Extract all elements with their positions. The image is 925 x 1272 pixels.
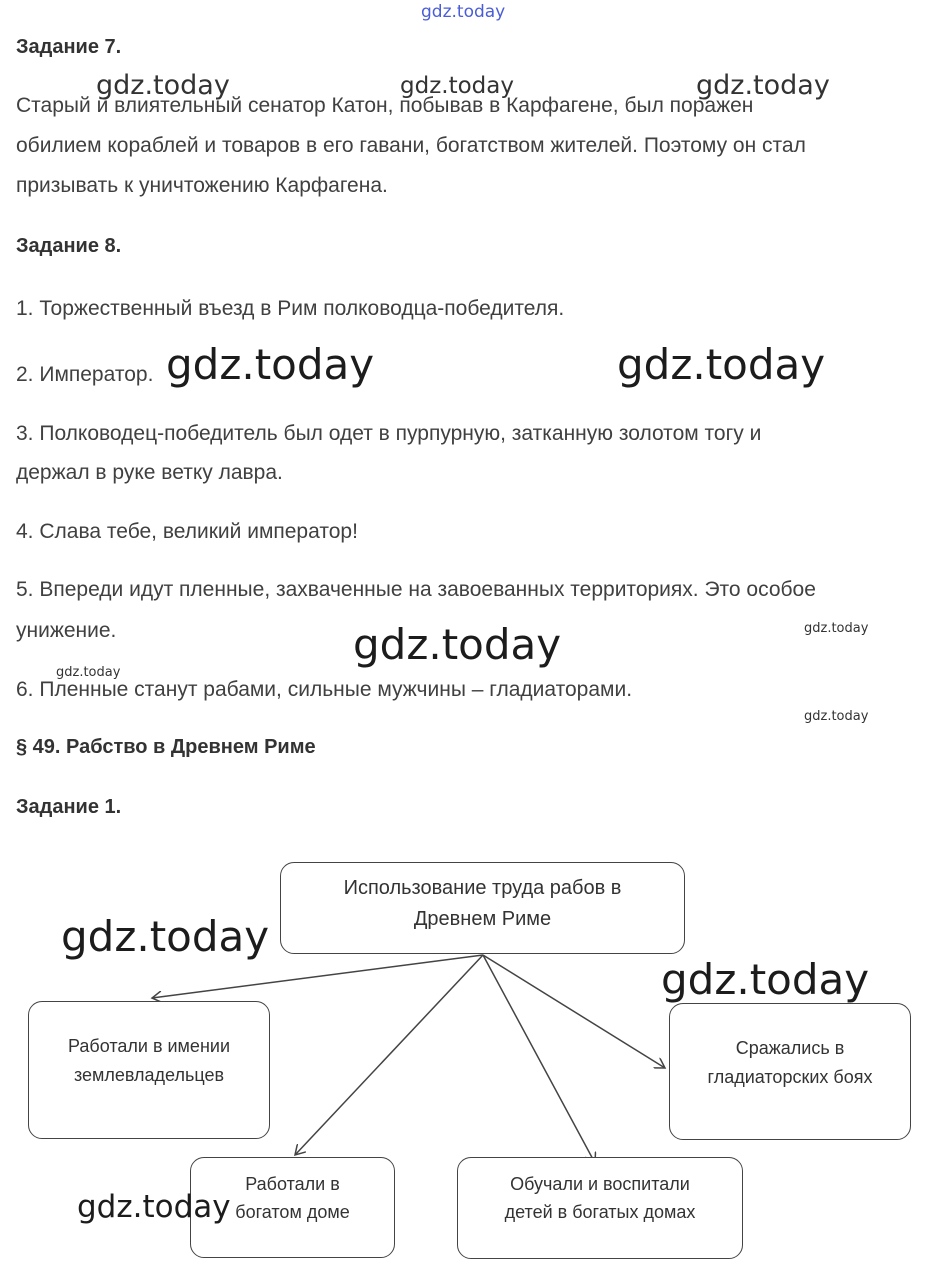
watermark: gdz.today: [166, 340, 375, 389]
task7-line: обилием кораблей и товаров в его гавани, богатством жителей. Поэтому он стал: [16, 134, 806, 157]
diagram-center-box: [280, 862, 685, 954]
section-title: § 49. Рабство в Древнем Риме: [16, 736, 316, 758]
diagram-right-box: [669, 1003, 911, 1140]
task7-line: Старый и влиятельный сенатор Катон, побывав в Карфагене, был поражен: [16, 94, 754, 117]
watermark: gdz.today: [400, 73, 514, 99]
watermark: gdz.today: [696, 70, 830, 101]
watermark: gdz.today: [96, 70, 230, 101]
watermark: gdz.today: [617, 340, 826, 389]
arrow-to-left: [152, 955, 483, 998]
task8-item: держал в руке ветку лавра.: [16, 461, 283, 484]
watermark-top: gdz.today: [421, 2, 506, 22]
arrow-to-right: [483, 955, 665, 1068]
diagram-bottom-left-label: Работали в богатом доме: [235, 1174, 350, 1222]
diagram-left-box: [28, 1001, 270, 1139]
diagram-center-label: Использование труда рабов в Древнем Риме: [343, 877, 622, 930]
watermark: gdz.today: [804, 709, 869, 724]
diagram-bottom-right-label: Обучали и воспитали детей в богатых домах: [504, 1174, 696, 1222]
task8-item: 4. Слава тебе, великий император!: [16, 520, 358, 543]
watermark: gdz.today: [804, 621, 869, 636]
task7-line: призывать к уничтожению Карфагена.: [16, 174, 388, 197]
task8-item: 3. Полководец-победитель был одет в пурпурную, затканную золотом тогу и: [16, 422, 762, 445]
diagram-right-label: Сражались в гладиаторских боях: [707, 1038, 873, 1087]
arrow-to-bottom-left: [295, 955, 483, 1155]
task8-heading: Задание 8.: [16, 235, 122, 257]
task7-heading: Задание 7.: [16, 36, 122, 58]
task1-heading: Задание 1.: [16, 796, 122, 818]
arrow-to-bottom-right: [483, 955, 595, 1163]
task8-item: 2. Император.: [16, 363, 154, 386]
task8-item: унижение.: [16, 619, 117, 642]
watermark: gdz.today: [56, 665, 121, 680]
watermark: gdz.today: [77, 1189, 231, 1225]
task8-item: 5. Впереди идут пленные, захваченные на завоеванных территориях. Это особое: [16, 578, 816, 601]
watermark: gdz.today: [61, 912, 270, 961]
task8-item: 1. Торжественный въезд в Рим полководца-победителя.: [16, 297, 565, 320]
diagram-bottom-right-box: [457, 1157, 743, 1259]
watermark: gdz.today: [661, 955, 870, 1004]
watermark: gdz.today: [353, 620, 562, 669]
task8-item: 6. Пленные станут рабами, сильные мужчины – гладиаторами.: [16, 678, 633, 701]
diagram-left-label: Работали в имении землевладельцев: [67, 1036, 230, 1085]
